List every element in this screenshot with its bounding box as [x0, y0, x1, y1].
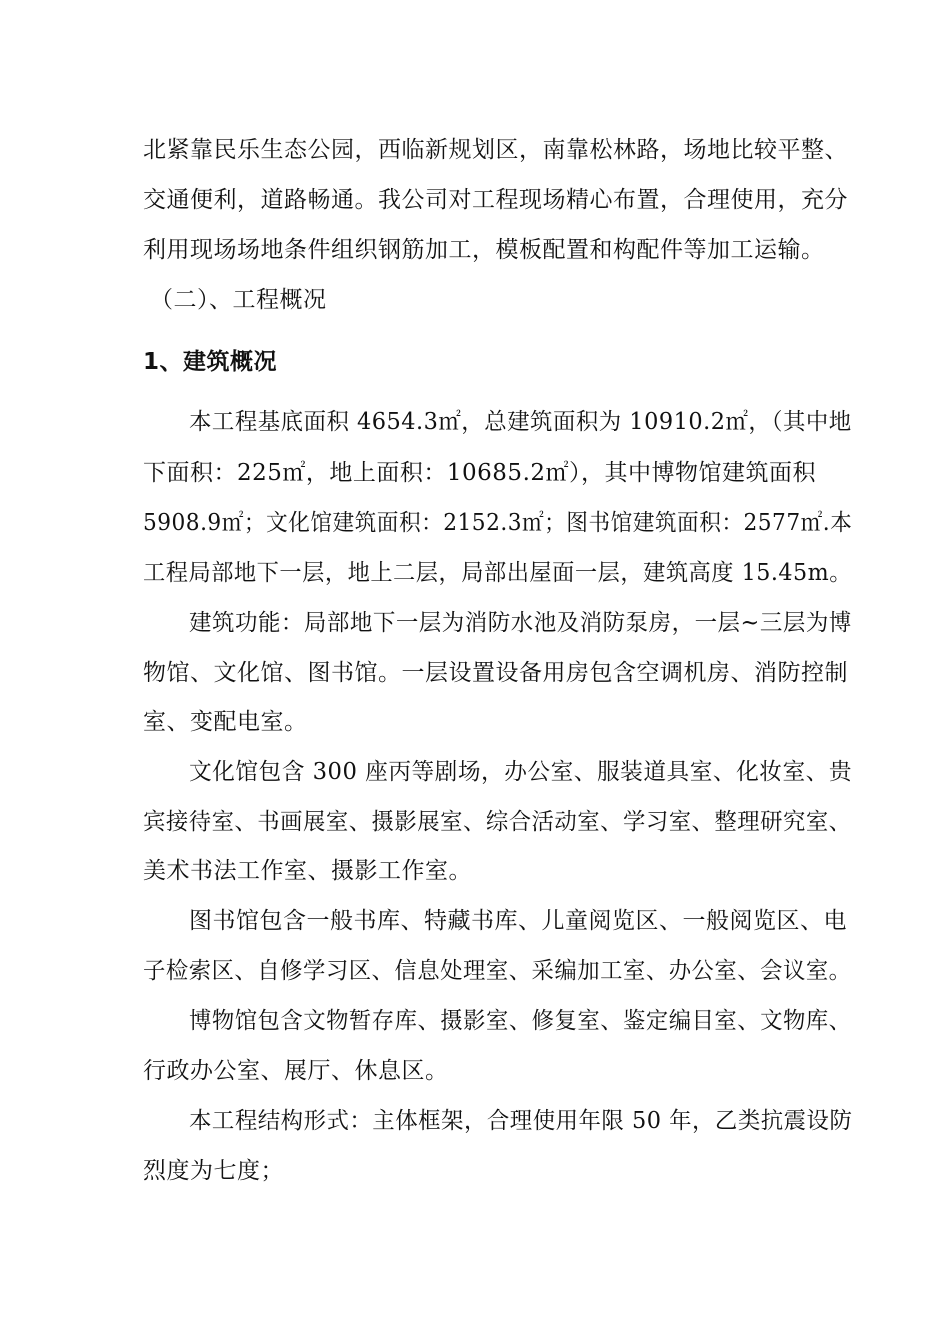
paragraph-line: 美术书法工作室、摄影工作室。	[143, 858, 472, 884]
intro-line: 北紧靠民乐生态公园，西临新规划区，南靠松林路，场地比较平整、	[143, 137, 848, 163]
paragraph-line: 下面积：225㎡，地上面积：10685.2㎡），其中博物馆建筑面积	[143, 460, 817, 486]
paragraph-line: 工程局部地下一层，地上二层，局部出屋面一层，建筑高度 15.45m。	[143, 560, 853, 586]
paragraph-line: 建筑功能：局部地下一层为消防水池及消防泵房，一层~三层为博	[189, 610, 852, 636]
paragraph-line: 本工程结构形式：主体框架，合理使用年限 50 年，乙类抗震设防	[189, 1108, 853, 1134]
intro-line: 利用现场场地条件组织钢筋加工，模板配置和构配件等加工运输。	[143, 237, 825, 263]
subsection-heading: 1、建筑概况	[143, 349, 278, 375]
section-heading: （二）、工程概况	[150, 287, 327, 313]
paragraph-line: 宾接待室、书画展室、摄影展室、综合活动室、学习室、整理研究室、	[143, 809, 852, 835]
paragraph-line: 文化馆包含 300 座丙等剧场，办公室、服装道具室、化妆室、贵	[189, 759, 853, 785]
paragraph-line: 子检索区、自修学习区、信息处理室、采编加工室、办公室、会议室。	[143, 958, 852, 984]
paragraph-line: 室、变配电室。	[143, 709, 308, 735]
paragraph-line: 博物馆包含文物暂存库、摄影室、修复室、鉴定编目室、文物库、	[189, 1008, 852, 1034]
paragraph-line: 行政办公室、展厅、休息区。	[143, 1058, 449, 1084]
intro-line: 交通便利，道路畅通。我公司对工程现场精心布置，合理使用，充分	[143, 187, 848, 213]
paragraph-line: 物馆、文化馆、图书馆。一层设置设备用房包含空调机房、消防控制	[143, 660, 848, 686]
paragraph-line: 图书馆包含一般书库、特藏书库、儿童阅览区、一般阅览区、电	[189, 908, 847, 934]
paragraph-line: 5908.9㎡；文化馆建筑面积：2152.3㎡；图书馆建筑面积：2577㎡.本	[143, 510, 853, 536]
paragraph-line: 本工程基底面积 4654.3㎡，总建筑面积为 10910.2㎡，（其中地	[189, 409, 852, 435]
paragraph-line: 烈度为七度；	[143, 1158, 284, 1184]
